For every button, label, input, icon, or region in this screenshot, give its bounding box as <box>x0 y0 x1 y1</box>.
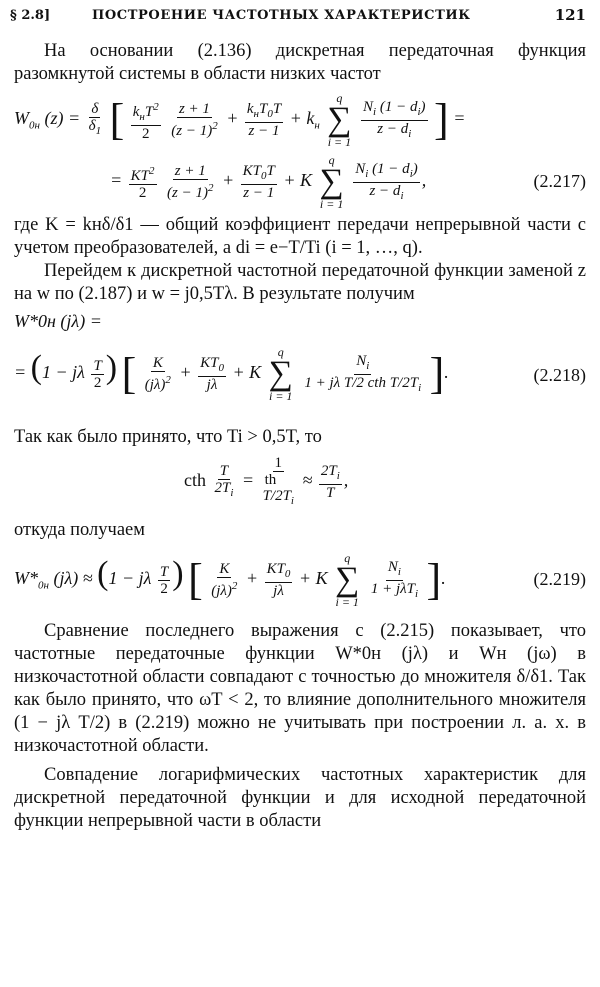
equation-number-2-218: (2.218) <box>533 365 586 385</box>
equation-number-2-219: (2.219) <box>533 569 586 589</box>
running-header <box>10 6 586 28</box>
section-number: § 2.8] <box>10 8 51 23</box>
equation-2-217-line2: = $\frac{KT^2}{2}$ $\frac{z + 1}{(z - 1)^2}$ + $\frac{KT_0T}{z - 1}$ + K q ∑ i = 1 $\frac{N_i (1 - d_i)}{z - d_i}$ , <box>110 153 427 211</box>
page-body <box>14 40 586 833</box>
paragraph-6: Сравнение последнего выражения с (2.215) показывает, что частотные передаточные функции W*0н (jλ) и Wн (jω) в низкочастотной области совпадают с точностью до множителя δ/δ1. Так как было принято, что ωT < 2, то влияние дополнительного множителя (1 − jλ T/2) в (2.219) можно не учитывать при построении л. а. х. в низкочастотной области. <box>14 621 586 756</box>
equation-2-218-lhs: W*0н (jλ) = <box>14 311 102 331</box>
page-number: 121 <box>554 6 586 24</box>
paragraph-7: Совпадение логарифмических частотных характеристик для дискретной передаточной функции и для исходной передаточной функции непрерывной части в области <box>14 765 586 831</box>
paragraph-3: Перейдем к дискретной частотной передаточной функции заменой z на w по (2.187) и w = j0,5Tλ. В результате получим <box>14 261 586 304</box>
equation-2-219 <box>14 542 586 620</box>
chapter-title: ПОСТРОЕНИЕ ЧАСТОТНЫХ ХАРАКТЕРИСТИК <box>92 8 471 23</box>
equation-2-219-body: $W*_{0н}$ (jλ) ≈ (1 − jλ $\frac{T}{2}$ ) [ $\frac{K}{(j\lambda)^2}$ + $\frac{KT_0}{j\lambda}$ + K q ∑ i = 1 $\frac{N_i}{1 + j\lambda T_i}$ ]. <box>14 551 446 609</box>
equation-2-217 <box>14 86 586 214</box>
equation-2-217-line1: $W_{0н}$ (z) = $\frac{\delta}{\delta_1}$ [ $\frac{k_нT^2}{2}$ $\frac{z + 1}{(z - 1)^2}$ + $\frac{k_нT_0T}{z - 1}$ + $k_н$ q ∑ i = 1 $\frac{N_i (1 - d_i)}{z - d_i}$ ] = <box>14 91 466 149</box>
equation-cth-approx <box>14 449 586 519</box>
paragraph-5: откуда получаем <box>14 520 145 540</box>
equation-2-218 <box>14 306 586 426</box>
paragraph-1: На основании (2.136) дискретная передаточная функция разомкнутой системы в области низких частот <box>14 41 586 84</box>
equation-number-2-217: (2.217) <box>533 171 586 191</box>
equation-cth-approx-body: cth $\frac{T}{2T_i}$ = 1 th $T/2T_i$ ≈ $\frac{2T_i}{T}$ , <box>184 455 349 507</box>
equation-2-218-rhs: = (1 − jλ $\frac{T}{2}$ ) [ $\frac{K}{(j\lambda)^2}$ + $\frac{KT_0}{j\lambda}$ + K q ∑ i = 1 $\frac{N_i}{1 + j\lambda T/2 cth T/2T_i}$ ]. <box>14 345 449 403</box>
paragraph-4: Так как было принято, что Ti > 0,5T, то <box>14 427 322 447</box>
paragraph-2: где K = kнδ/δ1 — общий коэффициент передачи непрерывной части с учетом преобразователей, а di = e−T/Ti (i = 1, …, q). <box>14 215 586 258</box>
